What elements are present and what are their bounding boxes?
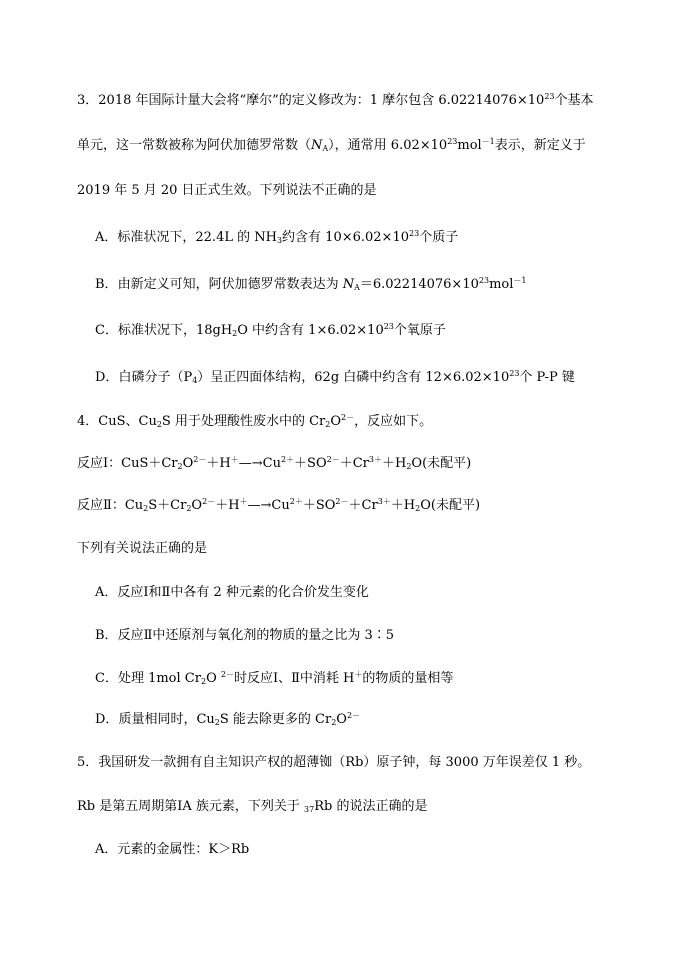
q3-line3: 2019 年 5 月 20 日正式生效。下列说法不正确的是 [77, 183, 377, 198]
q3-option-b: B．由新定义可知，阿伏加德罗常数表达为 $N_A=6.02214076\times 10^{23}mol^{-1}$ [95, 276, 527, 292]
q3-option-a: A．标准状况下，22.4L 的 $NH_3$约含有 $10\times 6.02\times 10^{23}$个质子 [95, 229, 459, 245]
q3-option-c: C．标准状况下，$18gH_2O$ 中约含有 $1\times 6.02\times 10^{23}$个氧原子 [95, 322, 446, 338]
q4-reaction-2: 反应Ⅱ：$Cu_2S+Cr_2O^{2-}+H^+—\to Cu^{2+}+SO^{2-}+Cr^{3+}+H_2O$(未配平) [77, 497, 481, 513]
q5-option-a: A．元素的金属性：K＞Rb [95, 842, 250, 857]
q4-stem: 下列有关说法正确的是 [77, 541, 208, 556]
q4-reaction-1: 反应Ⅰ：$CuS+Cr_2O^{2-}+H^+—\to Cu^{2+}+SO^{2-}+Cr^{3+}+H_2O$(未配平) [77, 455, 472, 471]
q4-option-a: A．反应Ⅰ和Ⅱ中各有 2 种元素的化合价发生变化 [95, 585, 369, 600]
q4-option-c: C．处理 1mol $Cr_2O$ $^{2-}$时反应Ⅰ、Ⅱ中消耗 H＋的物质的量相等 [95, 670, 454, 686]
q4-number: 4． [77, 414, 99, 429]
q4-option-b: B．反应Ⅱ中还原剂与氧化剂的物质的量之比为 3∶5 [95, 628, 395, 643]
q5-number: 5． [77, 755, 99, 770]
q5-line2: Rb 是第五周期第ⅠA 族元素，下列关于 $_{37}$Rb 的说法正确的是 [77, 799, 428, 814]
q5-line1: 5．我国研发一款拥有自主知识产权的超薄铷（Rb）原子钟，每 3000 万年误差仅 1 秒。 [77, 755, 591, 770]
q4-intro: 4．CuS、$Cu_2S$ 用于处理酸性废水中的 $Cr_2O^{2-}$，反应如下。 [77, 413, 433, 429]
q3-line1: 3．2018 年国际计量大会将“摩尔”的定义修改为：1 摩尔包含 $6.02214076\times 10^{23}$个基本 [77, 92, 594, 108]
q4-option-d: D．质量相同时，$Cu_2S$ 能去除更多的 $Cr_2O^{2-}$ [95, 711, 361, 727]
q3-option-d: D．白磷分子$(P_4)$呈正四面体结构，62g 白磷中约含有 $12\times 6.02\times 10^{23}$个 P-P 键 [95, 369, 575, 385]
q3-line2: 单元，这一常数被称为阿伏加德罗常数$(N_A)$，通常用 $6.02\times 10^{23}mol^{-1}$表示，新定义于 [77, 137, 586, 153]
q3-number: 3． [77, 93, 99, 108]
